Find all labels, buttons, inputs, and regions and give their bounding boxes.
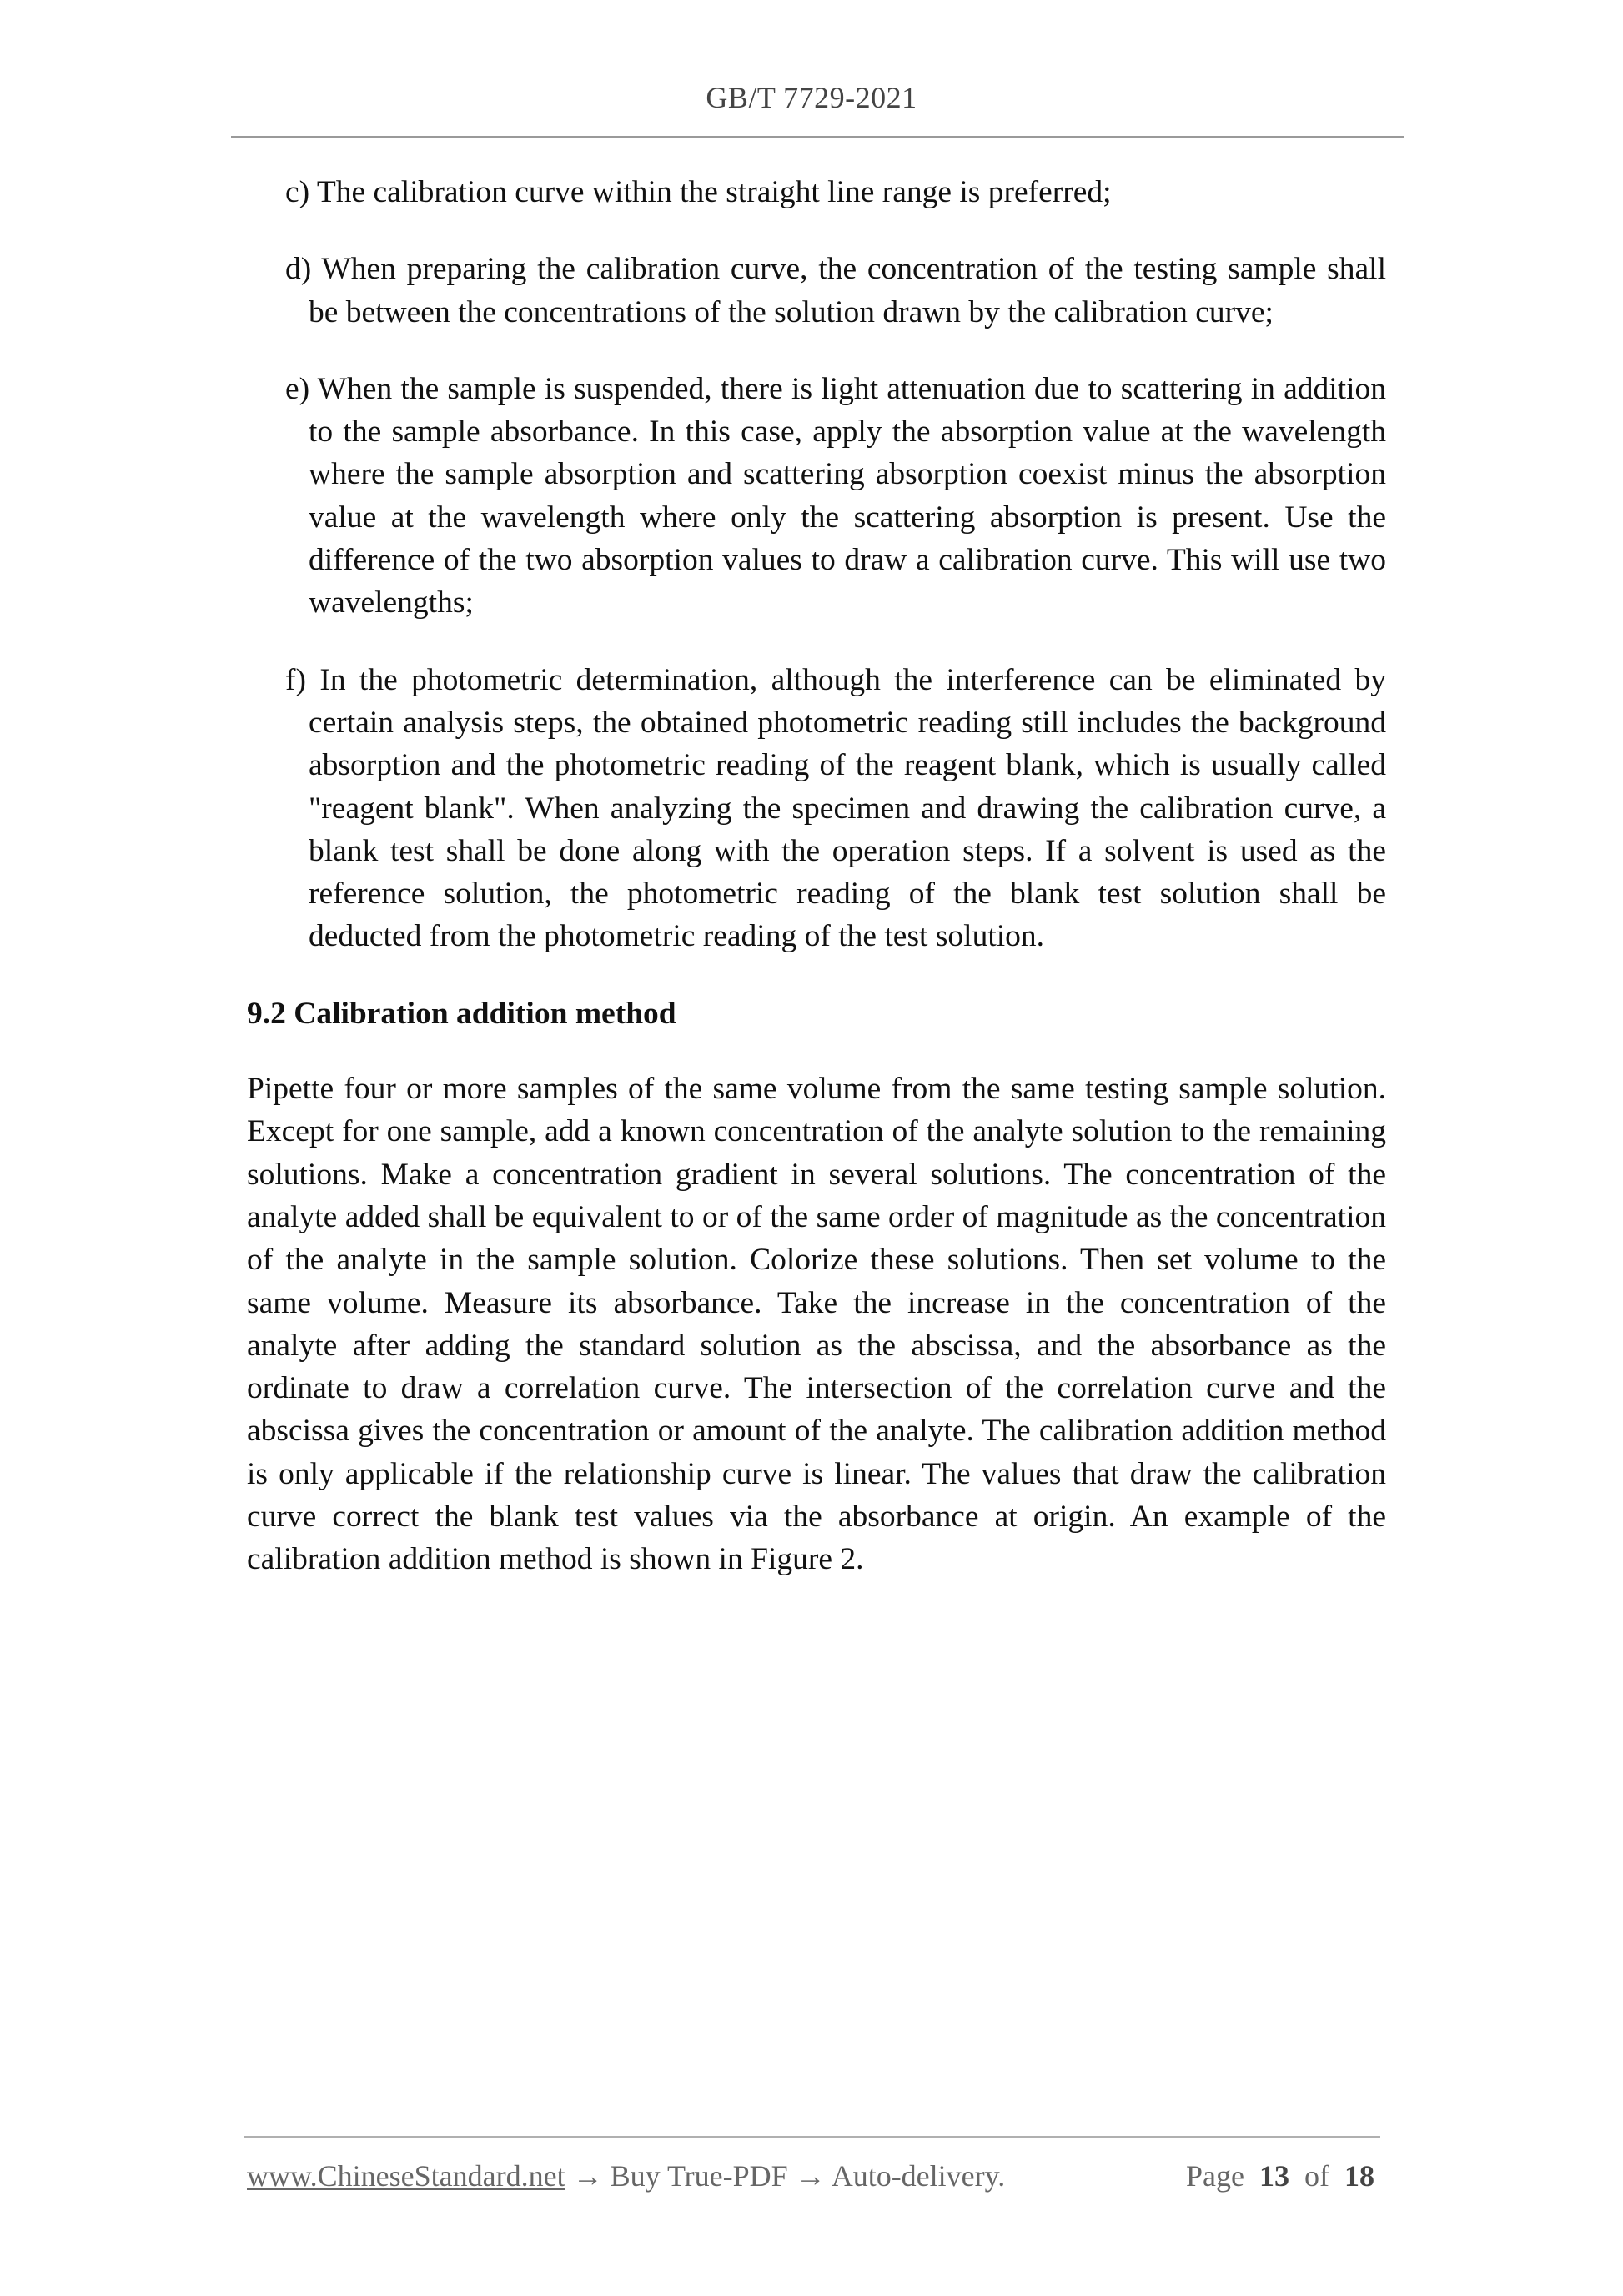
page-label: Page — [1186, 2159, 1244, 2193]
list-item-e: e) When the sample is suspended, there is light attenuation due to scattering in addition to the sample absorbance. In this case, apply the absorption value at the wavelength where the sample absorption and scattering absorption coexist minus the absorption value at the wavelength where only the scattering absorption is present. Use the difference of the two absorption values to draw a calibration curve. This will use two wavelengths; — [285, 371, 1386, 620]
section-paragraph: Pipette four or more samples of the same volume from the same testing sample solution. Except for one sample, add a known concentration of the analyte solution to the remaining solutions. Make a concentration gradient in several solutions. The concentration of the analyte added shall be equivalent to or of the same order of magnitude as the concentration of the analyte in the sample solution. Colorize these solutions. Then set volume to the same volume. Measure its absorbance. Take the increase in the concentration of the analyte after adding the standard solution as the abscissa, and the absorbance as the ordinate to draw a correlation curve. The intersection of the correlation curve and the abscissa gives the concentration or amount of the analyte. The calibration addition method is only applicable if the relationship curve is linear. The values that draw the calibration curve correct the blank test values via the absorbance at origin. An example of the calibration addition method is shown in Figure 2. — [247, 1072, 1386, 1577]
page-footer — [247, 2158, 1374, 2193]
footer-promo — [247, 2158, 1005, 2193]
footer-divider — [244, 2136, 1380, 2138]
page-indicator — [1186, 2158, 1374, 2193]
list-item-c: c) The calibration curve within the straight line range is preferred; — [285, 175, 1112, 209]
website-link[interactable]: www.ChineseStandard.net — [247, 2159, 565, 2193]
list-item-d: d) When preparing the calibration curve, the concentration of the testing sample shall be between the concentrations of the solution drawn by the calibration curve; — [285, 252, 1386, 329]
document-body — [247, 171, 1386, 1581]
page-total: 18 — [1344, 2159, 1374, 2193]
page-current: 13 — [1259, 2159, 1289, 2193]
page-header-standard-number: GB/T 7729-2021 — [706, 81, 917, 114]
footer-promo-text: → Buy True-PDF → Auto-delivery. — [565, 2159, 1006, 2193]
header-divider — [231, 136, 1404, 138]
page-of-label: of — [1304, 2159, 1329, 2193]
section-heading: 9.2 Calibration addition method — [247, 996, 676, 1031]
list-item-f: f) In the photometric determination, although the interference can be eliminated by certain analysis steps, the obtained photometric reading still includes the background absorption and the photometric reading of the reagent blank, which is usually called "reagent blank". When analyzing the specimen and drawing the calibration curve, a blank test shall be done along with the operation steps. If a solvent is used as the reference solution, the photometric reading of the blank test solution shall be deducted from the photometric reading of the test solution. — [285, 662, 1386, 954]
